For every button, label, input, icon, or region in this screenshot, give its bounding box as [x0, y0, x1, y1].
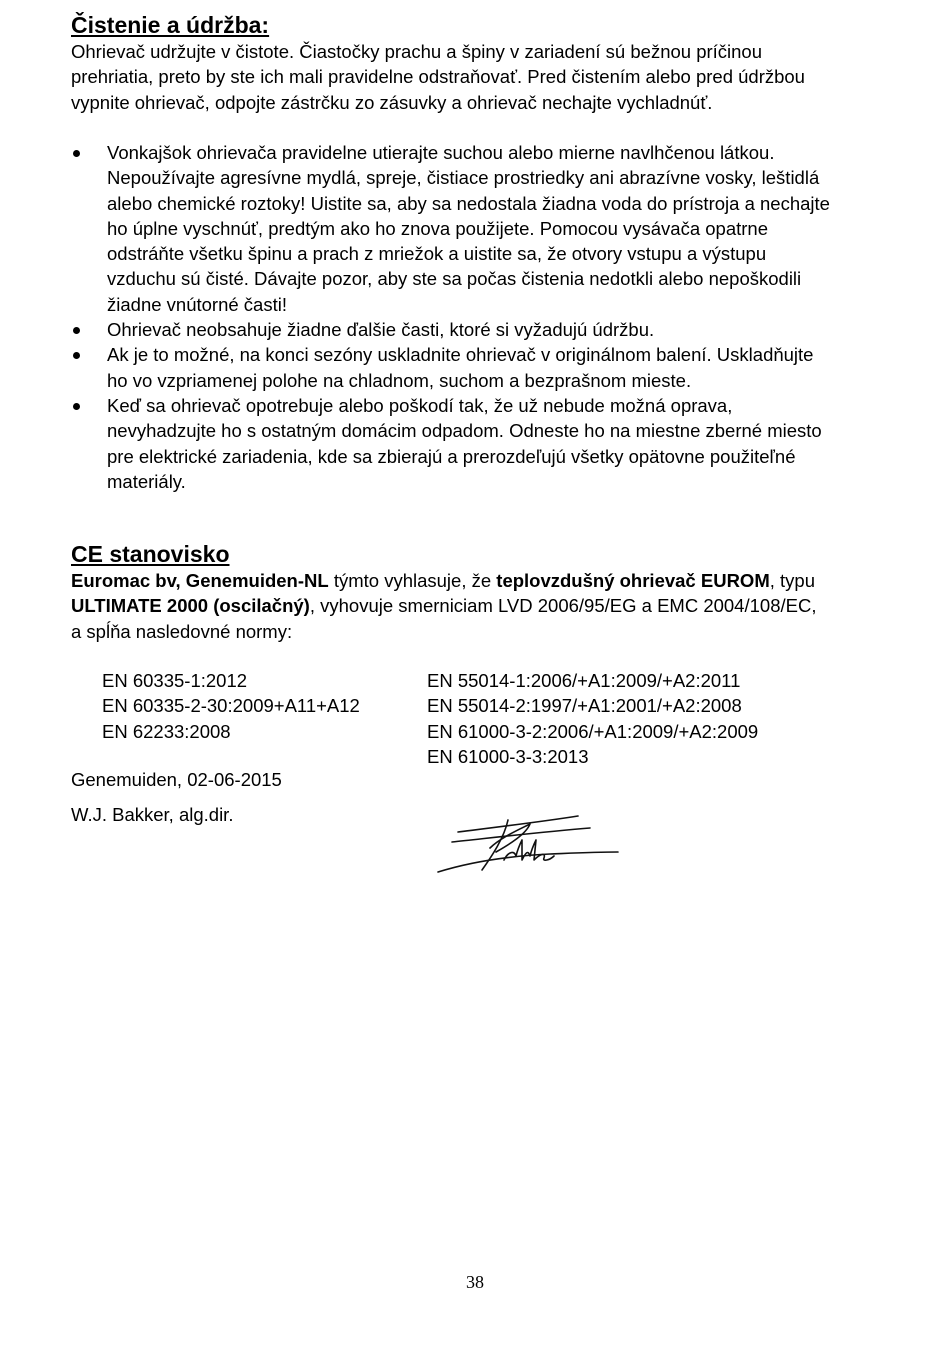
- bullet-icon: [73, 352, 80, 359]
- list-item: Ak je to možné, na konci sezóny uskladnite ohrievač v originálnom balení. Uskladňujte ho vo vzpriamenej polohe na chladnom, suchom a bezprašnom mieste.: [71, 342, 831, 393]
- norms-right-column: [427, 668, 758, 769]
- norm-item: EN 60335-2-30:2009+A11+A12: [102, 695, 360, 717]
- company-name: Euromac bv, Genemuiden-NL: [71, 570, 329, 591]
- norms-left-column: [102, 668, 360, 744]
- list-item: Keď sa ohrievač opotrebuje alebo poškodí tak, že už nebude možná oprava, nevyhadzujte ho s ostatným domácim odpadom. Odneste ho na miestne zberné miesto pre elektrické zariadenia, kde sa zbierajú a prerozdeľujú všetky opätovne použiteľné materiály.: [71, 393, 831, 494]
- bullet-icon: [73, 150, 80, 157]
- model-name: ULTIMATE 2000 (oscilačný): [71, 595, 310, 617]
- list-item: Vonkajšok ohrievača pravidelne utierajte suchou alebo mierne navlhčenou látkou. Nepoužívajte agresívne mydlá, spreje, čistiace prostriedky ani abrazívne vosky, leštidlá alebo chemické roztoky! Uistite sa, aby sa nedostala žiadna voda do prístroja a nechajte ho úplne vyschnúť, predtým ako ho znova použijete. Pomocou vysávača opatrne odstráňte všetku špinu a prach z mriežok a uistite sa, že otvory vstupu a výstupu vzduchu sú čisté. Dávajte pozor, aby ste sa počas čistenia nedotkli alebo nepoškodili žiadne vnútorné časti!: [71, 140, 831, 317]
- norm-item: EN 61000-3-3:2013: [427, 745, 589, 767]
- bullet-icon: [73, 327, 80, 334]
- bullet-icon: [73, 403, 80, 410]
- page-number: 38: [466, 1272, 484, 1292]
- list-item: Ohrievač neobsahuje žiadne ďalšie časti, ktoré si vyžadujú údržbu.: [71, 317, 831, 342]
- place-date: Genemuiden, 02-06-2015: [71, 769, 282, 790]
- ce-heading: CE stanovisko: [71, 541, 230, 567]
- norm-item: EN 60335-1:2012: [102, 670, 248, 691]
- norm-item: EN 62233:2008: [102, 720, 231, 742]
- product-name: teplovzdušný ohrievač EUROM: [496, 570, 770, 591]
- cleaning-bullet-list: [71, 140, 831, 494]
- signature-image: [430, 808, 620, 883]
- norm-item: EN 55014-1:2006/+A1:2009/+A2:2011: [427, 670, 741, 691]
- norm-item: EN 61000-3-2:2006/+A1:2009/+A2:2009: [427, 720, 759, 742]
- ce-declaration: Euromac bv, Genemuiden-NL týmto vyhlasuje, že teplovzdušný ohrievač EUROM, typu ULTIMATE 2000 (oscilačný), vyhovuje smerniciam LVD 2006/95/EG a EMC 2004/108/EC, a spĺňa nasledovné normy:: [71, 570, 817, 642]
- norm-item: EN 55014-2:1997/+A1:2001/+A2:2008: [427, 695, 742, 717]
- signer-name: W.J. Bakker, alg.dir.: [71, 804, 234, 825]
- cleaning-heading: Čistenie a údržba:: [71, 12, 270, 38]
- cleaning-intro: Ohrievač udržujte v čistote. Čiastočky prachu a špiny v zariadení sú bežnou príčinou prehriatia, preto by ste ich mali pravidelne odstraňovať. Pred čistením alebo pred údržbou vypnite ohrievač, odpojte zástrčku zo zásuvky a ohrievač nechajte vychladnúť.: [71, 41, 805, 113]
